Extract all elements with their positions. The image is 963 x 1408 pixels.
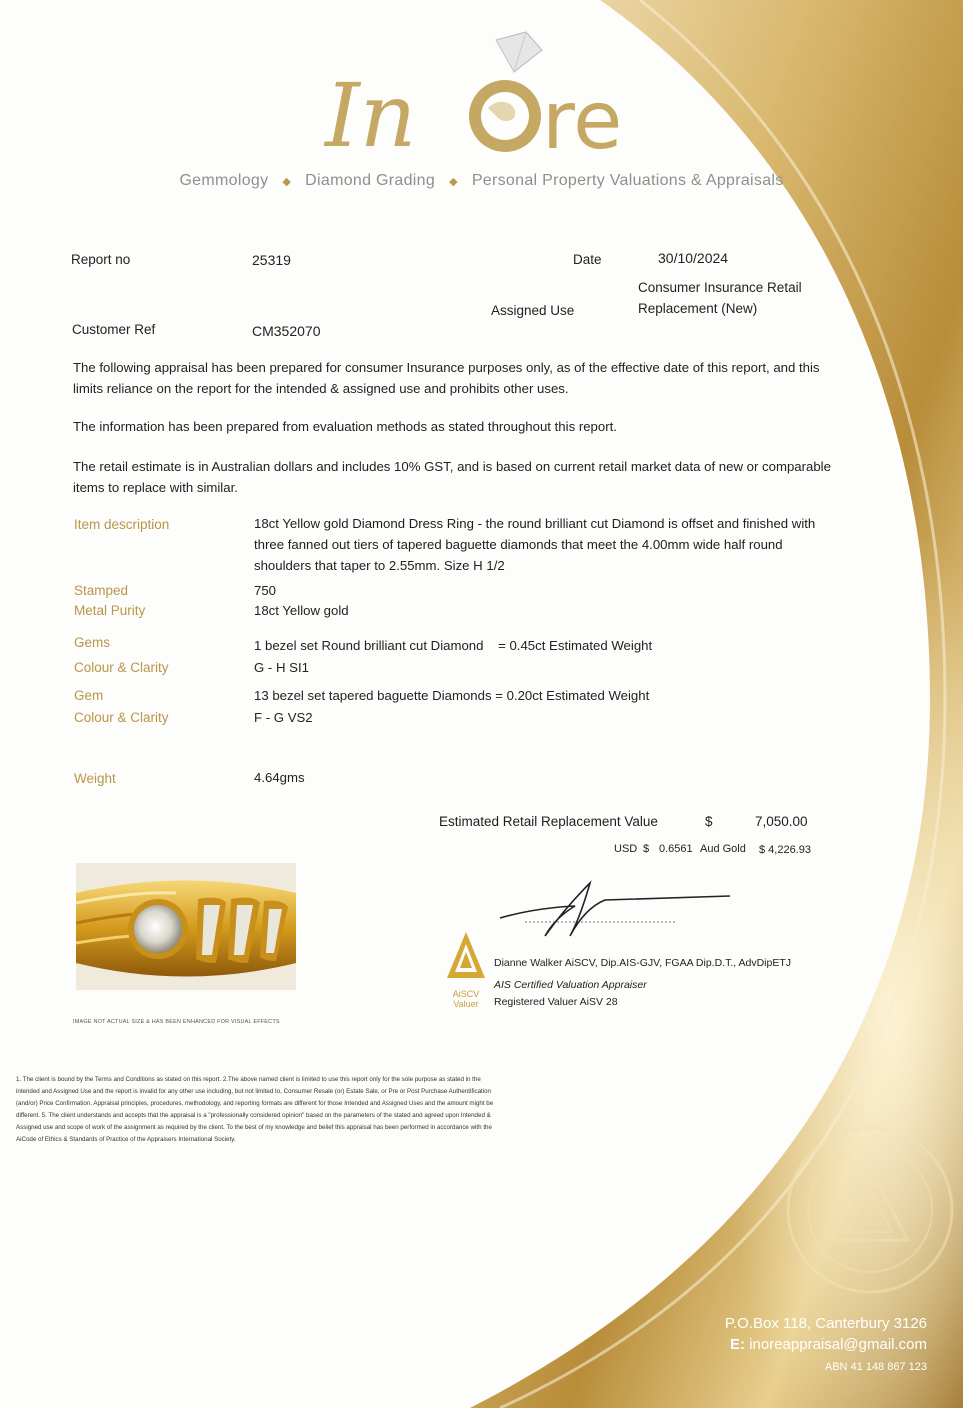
footnote-line: different. 5. The client understands and accepts that the appraisal is a "professionally considered opinion" based on the parameters of the stated and agreed upon Intended & — [16, 1112, 491, 1119]
stamped-label: Stamped — [74, 583, 129, 598]
footnote-line: (and/or) Price Confirmation. Appraisal principles, procedures, methodology, and reporting formats are different for those Intended and Assigned Uses and the amount might be — [16, 1100, 494, 1107]
brand-tagline — [0, 172, 963, 190]
ring-photo — [76, 863, 296, 990]
estimate-line-2: items to replace with similar. — [73, 480, 238, 495]
valuation-amount: 7,050.00 — [755, 814, 808, 829]
assigned-use-line1: Consumer Insurance Retail — [638, 280, 802, 295]
assigned-use-line2: Replacement (New) — [638, 301, 758, 316]
gem-value: 13 bezel set tapered baguette Diamonds = 0.20ct Estimated Weight — [254, 688, 650, 703]
footnote-line: Assigned use and scope of work of the assignment as required by the client. To the best of my knowledge and belief this appraisal has been performed in accordance with the — [16, 1124, 492, 1131]
footnote-line: 1. The client is bound by the Terms and Conditions as stated on this report. 2.The above named client is limited to use this report only for the sole purpose as stated in the — [16, 1076, 481, 1083]
appraiser-title: AIS Certified Valuation Appraiser — [494, 979, 647, 991]
ais-valuer-badge — [443, 928, 489, 1008]
appraiser-name: Dianne Walker AiSCV, Dip.AIS-GJV, FGAA Dip.D.T., AdvDipETJ — [494, 957, 792, 969]
badge-text-2: Valuer — [453, 999, 479, 1009]
item-description-line-2: three fanned out tiers of tapered baguette diamonds that meet the 4.00mm wide half round — [254, 537, 783, 552]
email-value[interactable]: inoreappraisal@gmail.com — [749, 1336, 927, 1353]
svg-text:In: In — [325, 64, 417, 167]
gem-label: Gem — [74, 688, 104, 703]
diamond-bullet-icon: ◆ — [282, 176, 292, 188]
usd-label: USD — [614, 843, 638, 855]
seal-watermark — [780, 1120, 960, 1300]
signature — [495, 878, 735, 938]
footnote-line: intended and Assigned Use and the report is invalid for any other use including, but not limited to, Consumer Resale (or) Estate Sale, or Pre or Post Purchase Authentification — [16, 1088, 491, 1095]
method-paragraph: The information has been prepared from evaluation methods as stated throughout this report. — [73, 419, 617, 434]
email-label: E: — [730, 1336, 746, 1353]
colour-clarity-label-1: Colour & Clarity — [74, 660, 169, 675]
aud-gold-label: Aud Gold — [700, 843, 746, 855]
gems-value: 1 bezel set Round brilliant cut Diamond = 0.45ct Estimated Weight — [254, 638, 653, 653]
appraiser-registration: Registered Valuer AiSV 28 — [494, 996, 618, 1008]
image-caption: IMAGE NOT ACTUAL SIZE & HAS BEEN ENHANCED FOR VISUAL EFFECTS — [73, 1019, 280, 1025]
colour-clarity-value-2: F - G VS2 — [254, 710, 313, 725]
aud-gold-value: $ 4,226.93 — [759, 844, 811, 856]
purpose-line-2: limits reliance on the report for the intended & assigned use and prohibits other uses. — [73, 381, 569, 396]
date-value: 30/10/2024 — [658, 250, 729, 266]
estimate-line-1: The retail estimate is in Australian dollars and includes 10% GST, and is based on current retail market data of new or comparable — [73, 459, 831, 474]
abn: ABN 41 148 867 123 — [824, 1361, 927, 1373]
weight-label: Weight — [74, 771, 116, 786]
assigned-use-label: Assigned Use — [491, 303, 575, 318]
ais-triangle-icon — [443, 928, 489, 984]
purpose-line-1: The following appraisal has been prepared for consumer Insurance purposes only, as of the effective date of this report, and this — [73, 360, 820, 375]
colour-clarity-value-1: G - H SI1 — [254, 660, 309, 675]
ring-illustration — [76, 863, 296, 990]
report-no-value: 25319 — [252, 252, 291, 268]
metal-purity-label: Metal Purity — [74, 603, 146, 618]
customer-ref-value: CM352070 — [252, 323, 321, 339]
item-description-line-3: shoulders that taper to 2.55mm. Size H 1/2 — [254, 558, 505, 573]
report-no-label: Report no — [71, 252, 131, 267]
tagline-valuations: Personal Property Valuations & Appraisals — [471, 172, 784, 189]
usd-rate: 0.6561 — [659, 843, 693, 855]
diamond-bullet-icon: ◆ — [449, 176, 458, 188]
svg-text:re: re — [542, 74, 623, 167]
date-label: Date — [573, 252, 602, 267]
po-box: P.O.Box 118, Canterbury 3126 — [724, 1315, 927, 1332]
badge-text-1: AiSCV — [452, 989, 480, 999]
colour-clarity-label-2: Colour & Clarity — [74, 710, 169, 725]
item-description — [254, 513, 874, 576]
usd-currency: $ — [643, 843, 650, 855]
footnote-line: AiCode of Ethics & Standards of Practice of the Appraisers International Society. — [16, 1136, 236, 1143]
tagline-gemmology: Gemmology — [179, 172, 269, 189]
estimate-paragraph — [73, 456, 863, 498]
email-line — [730, 1336, 927, 1353]
gems-label: Gems — [74, 635, 111, 650]
terms-footnote — [16, 1074, 636, 1146]
customer-ref-label: Customer Ref — [72, 322, 156, 337]
valuation-currency: $ — [705, 814, 713, 829]
metal-purity-value: 18ct Yellow gold — [254, 603, 349, 618]
item-description-line-1: 18ct Yellow gold Diamond Dress Ring - the round brilliant cut Diamond is offset and finished with — [254, 516, 816, 531]
stamped-value: 750 — [254, 583, 277, 598]
inore-logo — [320, 28, 650, 168]
valuation-label: Estimated Retail Replacement Value — [439, 814, 658, 829]
item-description-label: Item description — [74, 517, 170, 532]
purpose-paragraph — [73, 357, 863, 399]
weight-value: 4.64gms — [254, 770, 305, 785]
tagline-diamond-grading: Diamond Grading — [305, 172, 436, 189]
